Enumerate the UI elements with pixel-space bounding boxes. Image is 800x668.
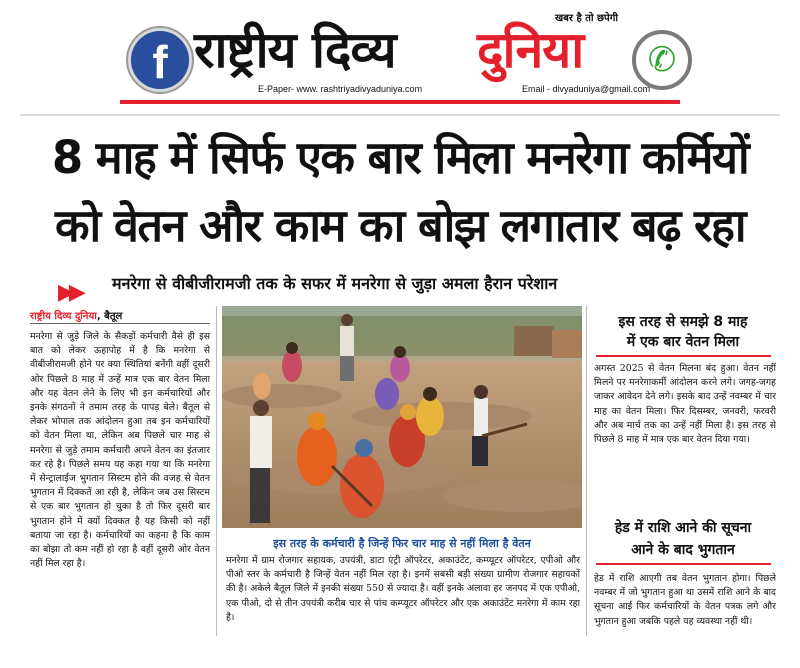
email-link[interactable]: Email - divyaduniya@gmail.com xyxy=(522,84,651,94)
article-column-1: मनरेगा से जुड़े जिले के सैकड़ों कर्मचारी वैसे ही इस बात को लेकर ऊहापोह में है कि मनरेगा से वीबीजीरामजी होने पर क्या स्थितियां बनेंगी वहीं दूसरी ओर पिछले 8 माह में उन्हें मात्र एक बार वेतन मिला और यह वेतन लेने के लिए भी इन कर्मचारियों और इनके संगठनों ने तमाम तरह के पापड़ बेले। बैतूल से लेकर भोपाल तक आंदोलन हुआ तब इन कर्मचारियों को वेतन मिला था, लेकिन अब पिछले चार माह से मनरेगा से जुड़े तमाम कर्मचारी अपने वेतन का इंतजार कर रहे है। पिछले समय यह कहा गया था कि मनरेगा में सेन्ट्रालाईज भुगतान सिस्टम होने की वजह से वेतन भुगतान में दिक्कतें आ रही है, लेकिन जब उस सिस्टम से एक बार भुगतान हो चुका है तो फिर दूसरी बार भुगतान होने में क्यों दिक्कत है यह किसी को नहीं बताया जा रहा है। कर्मचारियों का कहना है कि काम का बोझा तो कम नहीं हो रहा है वहीं दूसरी ओर वेतन नहीं मिल रहा है। xyxy=(30,331,210,570)
brand-name-left: राष्ट्रीय दिव्य xyxy=(194,21,396,79)
tagline: खबर है तो छपेगी xyxy=(555,13,618,24)
article-column-2: मनरेगा में ग्राम रोजगार सहायक, उपयंत्री, डाटा एंट्री ऑपरेटर, अकाउंटेंट, कम्प्यूटर ऑपरेटर, एपीओ और पीओ स्तर के कर्मचारी है जिन्हें वेतन नहीं मिल रहा है। इनमें सबसी बड़ी संख्या ग्रामीण रोजगार सहायकों की है। अकेले बैतूल जिले में इनकी संख्या 550 से ज्यादा है। वहीं इनके अलावा हर जनपद में एक एपीओ, एक पीओ, दो से तीन उपयंत्री करीब चार से पांच कम्प्यूटर ऑपरेटर और एक अकाउंटेंट मनरेगा में काम रहा है। xyxy=(226,555,580,623)
facebook-icon[interactable]: f xyxy=(128,28,192,92)
headline-top-rule xyxy=(20,114,780,116)
subheadline: मनरेगा से वीबीजीरामजी तक के सफर में मनरेगा से जुड़ा अमला हैरान परेशान xyxy=(112,274,558,293)
double-arrow-icon: ▶▶ xyxy=(58,280,80,305)
side-heading-2-rule xyxy=(596,563,771,565)
article-column-3: अगस्त 2025 से वेतन मिलना बंद हुआ। वेतन नहीं मिलने पर मनरेगाकर्मी आंदोलन करने लगे। जगह-जगह जाकर आवेदन देने लगे। इसके बाद उन्हें नवम्बर में चार माह का वेतन मिला। फिर दिसम्बर, जनवरी, फरवरी और अब मार्च तक का उन्हें नहीं मिला है। इस तरह से पिछले 8 माह में मात्र एक बार वेतन दिया गया। xyxy=(594,363,776,446)
photo-caption: इस तरह के कर्मचारी है जिन्हें फिर चार माह से नहीं मिला है वेतन xyxy=(273,537,531,550)
side-heading-2-line-1: हेड में राशि आने की सूचना xyxy=(614,520,752,536)
column-divider-left xyxy=(216,306,217,636)
news-photo xyxy=(222,306,582,528)
byline-rule xyxy=(30,323,210,324)
side-heading-2-line-2: आने के बाद भुगतान xyxy=(631,542,735,558)
column-divider-right xyxy=(586,306,587,636)
headline-line-1: 8 माह में सिर्फ एक बार मिला मनरेगा कर्मियों xyxy=(51,131,749,184)
epaper-link[interactable]: E-Paper- www. rashtriyadivyaduniya.com xyxy=(258,84,423,94)
masthead-divider xyxy=(120,100,680,104)
side-heading-1-line-2: में एक बार वेतन मिला xyxy=(626,334,740,350)
byline-place: , बैतूल xyxy=(96,311,123,322)
masthead xyxy=(0,0,800,106)
side-heading-1-line-1: इस तरह से समझे 8 माह xyxy=(618,314,748,330)
brand-name-right: दुनिया xyxy=(477,21,584,79)
side-heading-1-rule xyxy=(596,355,771,357)
article-column-4: हेड में राशि आएगी तब वेतन भुगतान होगा। पिछले नवम्बर में जो भुगतान हुआ था उसमें राशि आने के बाद सूचना आई फिर कर्मचारियों के वेतन पत्रक लगे और भुगतान हुआ जबकि पहले यह व्यवस्था नहीं थी। xyxy=(594,573,776,627)
byline xyxy=(30,308,122,322)
headline-line-2: को वेतन और काम का बोझ लगातार बढ़ रहा xyxy=(54,199,746,252)
byline-source: राष्ट्रीय दिव्य दुनिया xyxy=(30,311,97,322)
workers-field-illustration xyxy=(222,306,582,528)
whatsapp-icon[interactable]: ✆ xyxy=(632,30,692,90)
